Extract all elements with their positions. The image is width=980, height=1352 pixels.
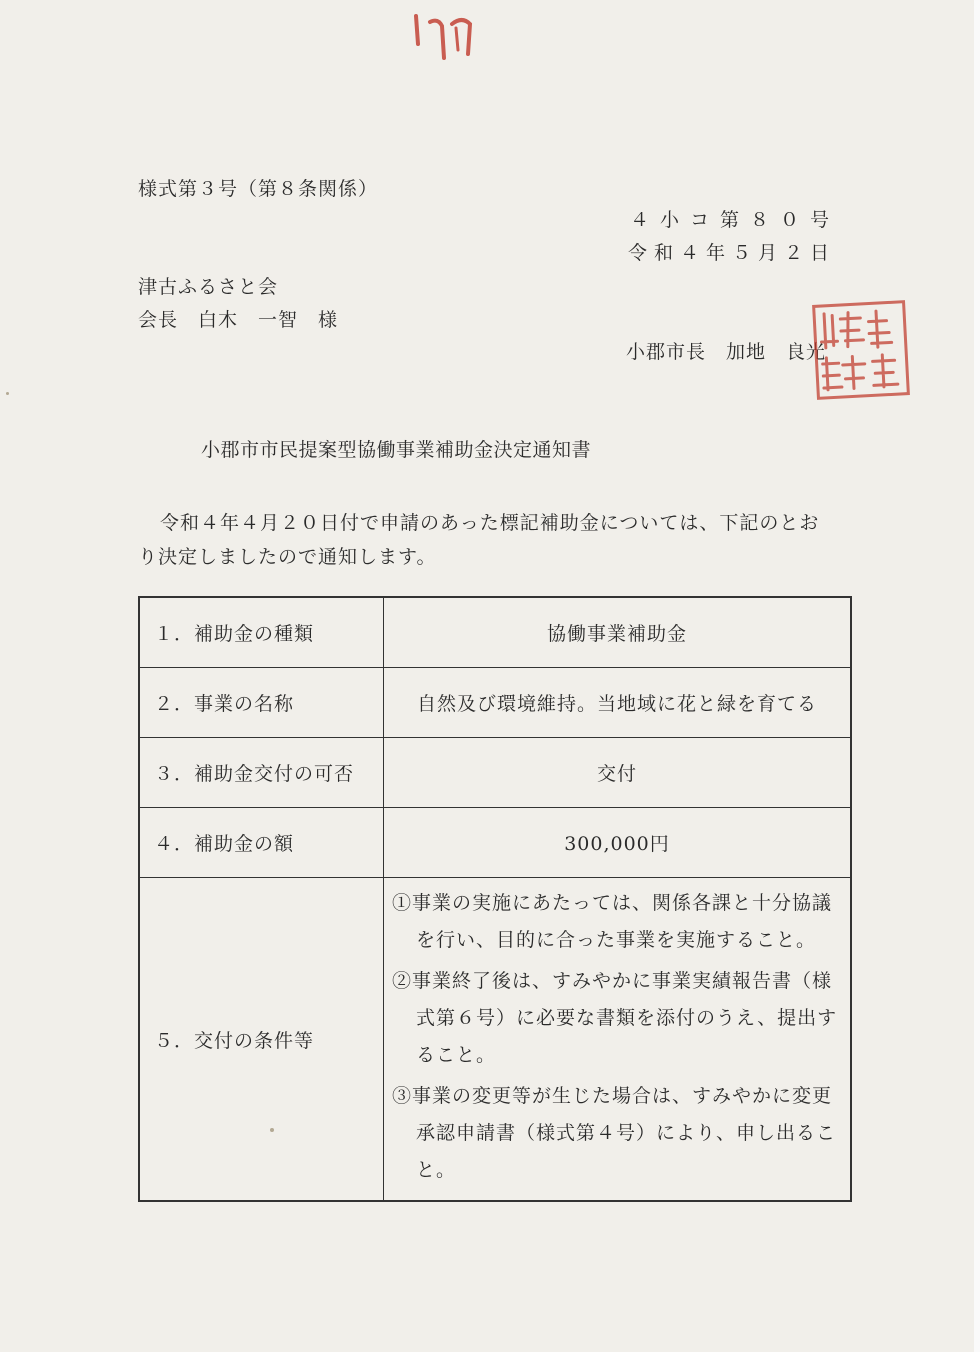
row-label: ２．事業の名称 <box>139 668 384 738</box>
official-seal <box>809 298 912 403</box>
row-value: 協働事業補助金 <box>384 597 852 668</box>
recipient-name: 会長 白木 一智 様 <box>138 309 339 331</box>
decision-table <box>138 596 852 1202</box>
row-value: 300,000円 <box>384 808 852 878</box>
conditions-cell <box>384 878 852 1202</box>
paper-speck <box>270 1128 274 1132</box>
table-row <box>139 738 851 808</box>
row-label: ４．補助金の額 <box>139 808 384 878</box>
table-row <box>139 668 851 738</box>
condition-item: ②事業終了後は、すみやかに事業実績報告書（様式第６号）に必要な書類を添付のうえ、提出すること。 <box>392 970 838 1066</box>
table-row <box>139 808 851 878</box>
paper-speck <box>6 392 9 395</box>
condition-item: ①事業の実施にあたっては、関係各課と十分協議を行い、目的に合った事業を実施すること。 <box>392 892 833 951</box>
document-title: 小郡市市民提案型協働事業補助金決定通知書 <box>201 439 592 461</box>
condition-item: ③事業の変更等が生じた場合は、すみやかに変更承認申請書（様式第４号）により、申し出ること。 <box>392 1085 837 1181</box>
row-value: 交付 <box>384 738 852 808</box>
red-ink-mark <box>408 10 480 66</box>
row-label: ３．補助金交付の可否 <box>139 738 384 808</box>
page-edge <box>974 0 980 1352</box>
row-label: １．補助金の種類 <box>139 597 384 668</box>
sender-line: 小郡市長 加地 良光 <box>626 341 827 363</box>
document-date: 令和４年５月２日 <box>628 242 837 264</box>
row-value: 自然及び環境維持。当地域に花と緑を育てる <box>384 668 852 738</box>
notice-body: 令和４年４月２０日付で申請のあった標記補助金については、下記のとおり決定しましたので通知します。 <box>138 512 820 568</box>
row-label: ５．交付の条件等 <box>139 878 384 1202</box>
table-row <box>139 878 851 1202</box>
recipient-organization: 津古ふるさと会 <box>138 276 279 298</box>
table-row <box>139 597 851 668</box>
document-number: ４小コ第８０号 <box>630 209 841 231</box>
form-label: 様式第３号（第８条関係） <box>138 178 379 200</box>
